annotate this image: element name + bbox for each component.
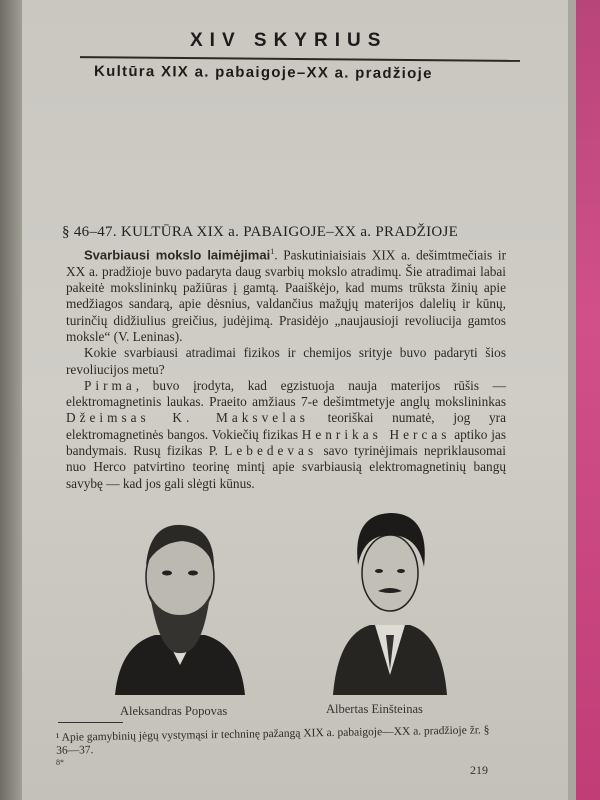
page-stack-edge <box>568 0 576 800</box>
page-number: 219 <box>470 763 488 777</box>
paragraph-text: . Paskutiniaisiais XIX a. dešimtmečiais ir XX a. pradžioje buvo padaryta daug svarbių mokslo atradimų. Šie atradimai labai pakeitė mokslininkų pažiūras į gamtą. Paaiškėjo, kad mums trūksta žinių apie medžiagos sandarą, apie dėsnius, valdančius mažųjų materijos dalelių ir kūnų, turinčių didžiulius greičius, judėjimą. Prasidėjo „naujausioji revoliucija gamtos moksle“ (V. Leninas). <box>66 247 507 344</box>
paragraph-text: aptiko jas bandymais. Rusų fizikas P. <box>66 426 506 458</box>
paragraph <box>66 378 506 492</box>
paragraph-text: , buvo įrodyta, kad egzistuoja nauja materijos rūšis — elektromagnetinis laukas. Praeito amžiaus 7-e dešimtmetyje anglų mokslininkas <box>66 377 506 410</box>
portrait-einstein <box>330 505 450 695</box>
chapter-subtitle: Kultūra XIX a. pabaigoje–XX a. pradžioje <box>93 62 433 83</box>
person-name: Džeimsas K. Maksvelas <box>66 410 309 426</box>
signature-mark: 8* <box>56 758 64 767</box>
body-text <box>66 244 506 492</box>
book-cover-edge <box>576 0 600 800</box>
paragraph <box>66 244 506 345</box>
caption-einstein: Albertas Einšteinas <box>326 702 423 716</box>
portrait-popov <box>110 515 250 695</box>
chapter-heading: XIV SKYRIUS <box>190 30 388 51</box>
spaced-text: Pirma <box>84 377 136 393</box>
paragraph-text: teoriškai numatė, jog yra elektromagnetinės bangos. Vokiečių fizikas <box>66 410 506 442</box>
paragraph-text: savo tyrinėjimais nepriklausomai nuo Herco patvirtino teorinę mintį apie svarbiausią elektromagnetinių bangų savybę — kad jos gali slėgti kūnus. <box>66 442 506 491</box>
footnote: ¹ Apie gamybinių jėgų vystymąsi ir techninę pažangą XIX a. pabaigoje—XX a. pradžioje žr. § 36—37. <box>55 724 490 757</box>
person-name: Lebedevas <box>224 442 318 458</box>
paragraph-heading: Svarbiausi mokslo laimėjimai <box>84 247 271 263</box>
paragraph: Kokie svarbiausi atradimai fizikos ir chemijos srityje buvo padaryti šios revoliucijos metu? <box>66 345 506 377</box>
caption-popov: Aleksandras Popovas <box>120 704 228 718</box>
person-name: Henrikas Hercas <box>301 426 451 442</box>
footnote-rule <box>58 722 123 723</box>
section-title: § 46–47. KULTŪRA XIX a. PABAIGOJE–XX a. PRADŽIOJE <box>62 224 459 240</box>
footnote-ref: 1 <box>270 247 275 256</box>
